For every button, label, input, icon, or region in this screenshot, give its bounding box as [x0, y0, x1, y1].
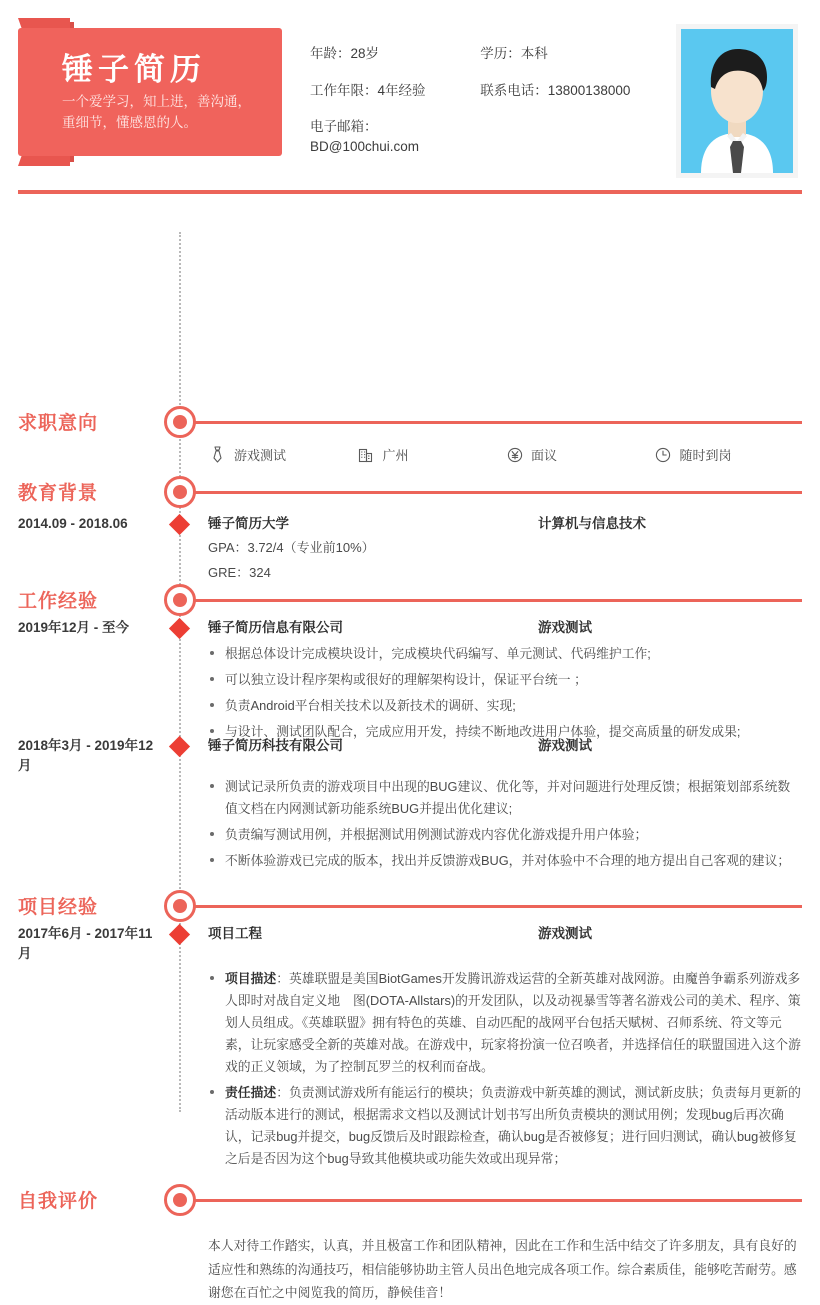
- bullet-label: 责任描述: [225, 1085, 277, 1100]
- intent-salary-label: 面议: [531, 448, 558, 463]
- section-title-work-experience: 工作经验: [18, 591, 99, 612]
- list-item: 测试记录所负责的游戏项目中出现的BUG建议、优化等，并对问题进行处理反馈；根据策划部系统数值文档在内网测试新功能系统BUG并提出优化建议;: [208, 776, 802, 820]
- work-entry-head: [208, 616, 802, 636]
- work-date-1: 2019年12月 - 至今: [18, 620, 130, 635]
- timeline-node: [164, 890, 196, 922]
- person-illustration-icon: [681, 29, 793, 173]
- email-label: 电子邮箱：BD@100chui.com: [310, 119, 420, 154]
- work-bullets: [208, 643, 802, 743]
- list-item: 不断体验游戏已完成的版本，找出并反馈游戏BUG，并对体验中不合理的地方提出自己客观的建议；: [208, 850, 802, 872]
- list-item: 与设计、测试团队配合，完成应用开发，持续不断地改进用户体验，提交高质量的研发成果;: [208, 721, 802, 743]
- project-entry: [208, 922, 802, 1174]
- work-entry-1: [208, 616, 802, 747]
- section-rule: [180, 599, 802, 602]
- clock-icon: [654, 445, 673, 464]
- major-name: 计算机与信息技术: [538, 516, 646, 531]
- list-item: 负责编写测试用例，并根据测试用例测试游戏内容优化游戏提升用户体验；: [208, 824, 802, 846]
- timeline-node: [164, 476, 196, 508]
- info-row-1: [310, 44, 660, 64]
- timeline-diamond: [169, 924, 190, 945]
- section-rule: [180, 905, 802, 908]
- education-level-label: 学历：本科: [480, 46, 548, 61]
- project-entry-head: [208, 922, 802, 942]
- timeline-diamond: [169, 736, 190, 757]
- section-title-self-evaluation: 自我评价: [18, 1191, 99, 1212]
- avatar-photo: [681, 29, 793, 173]
- age-label: 年龄：28岁: [310, 46, 380, 61]
- project-role: 游戏测试: [538, 926, 592, 941]
- phone-label: 联系电话：13800138000: [480, 82, 631, 98]
- header-divider: [18, 190, 802, 194]
- work-date-2: 2018年3月 - 2019年12月: [18, 738, 154, 774]
- list-item: [208, 968, 802, 1078]
- list-item: 负责Android平台相关技术以及新技术的调研、实现;: [208, 695, 802, 717]
- bullet-text: ：负责测试游戏所有能运行的模块；负责游戏中新英雄的测试，测试新皮肤；负责每月更新的活动版本进行的测试，根据需求文档以及测试计划书写出所负责模块的测试用例；发现bug后再次确认，记录bug并提交，bug反馈后及时跟踪检查，确认bug是否被修复；进行回归测试，确认bug被修复之后是否因为这个bug导致其他模块或功能失效或出现异常；: [225, 1085, 801, 1166]
- intent-availability-label: 随时到岗: [679, 448, 732, 463]
- work-entry-2: [208, 734, 802, 876]
- candidate-motto: 一个爱学习，知上进，善沟通，重细节，懂感恩的人。: [62, 94, 251, 130]
- section-rule: [180, 1199, 802, 1202]
- bullet-text: ：英雄联盟是美国BiotGames开发腾讯游戏运营的全新英雄对战网游。由魔兽争霸系列游戏多人即时对战自定义地 图(DOTA-Allstars)的开发团队，以及动视暴雪等著名游戏公司的美术、程序、策划人员组成。《英雄联盟》拥有特色的英雄、自动匹配的战网平台包括天赋树、召师系统、符文等元素，让玩家感受全新的英雄对战。在游戏中，玩家将扮演一位召唤者，并选择信任的联盟国进入这个游戏的正义领域，为了控制瓦罗兰的权利而奋战。: [225, 971, 801, 1074]
- list-item: 根据总体设计完成模块设计，完成模块代码编写、单元测试、代码维护工作;: [208, 643, 802, 665]
- self-evaluation-paragraph: 本人对待工作踏实，认真，并且极富工作和团队精神，因此在工作和生活中结交了许多朋友，具有良好的适应性和熟练的沟通技巧，相信能够协助主管人员出色地完成各项工作。综合素质佳，能够吃苦耐劳。感谢您在百忙之中阅览我的简历，静候佳音！: [208, 1238, 797, 1301]
- timeline-node: [164, 406, 196, 438]
- yen-icon: [505, 445, 524, 464]
- work-bullets: [208, 776, 802, 872]
- timeline-spine: [179, 232, 181, 1112]
- work-years-label: 工作年限：4年经验: [310, 82, 426, 98]
- company-name: 锤子简历科技有限公司: [208, 738, 343, 753]
- timeline-node: [164, 584, 196, 616]
- education-gre: GRE：324: [208, 564, 271, 580]
- list-item: [208, 1082, 802, 1170]
- building-icon: [357, 445, 376, 464]
- contact-info-grid: [310, 44, 660, 173]
- job-title: 游戏测试: [538, 620, 592, 635]
- self-evaluation-body: [208, 1234, 802, 1305]
- intent-salary: [505, 445, 654, 464]
- timeline-diamond: [169, 514, 190, 535]
- timeline-node: [164, 1184, 196, 1216]
- education-date: 2014.09 - 2018.06: [18, 516, 128, 531]
- intent-city: [357, 445, 506, 464]
- education-entry: [208, 512, 802, 585]
- list-item: 可以独立设计程序架构或很好的理解架构设计，保证平台统一 ；: [208, 669, 802, 691]
- project-date: 2017年6月 - 2017年11月: [18, 926, 153, 962]
- education-entry-head: [208, 512, 802, 532]
- project-name: 项目工程: [208, 926, 262, 941]
- work-entry-head: [208, 734, 802, 754]
- intent-position-label: 游戏测试: [234, 448, 287, 463]
- info-row-3: [310, 117, 660, 156]
- section-title-project-experience: 项目经验: [18, 897, 99, 918]
- avatar: [676, 24, 798, 178]
- education-gpa: GPA：3.72/4（专业前10%）: [208, 540, 375, 555]
- school-name: 锤子简历大学: [208, 516, 289, 531]
- section-rule: [180, 491, 802, 494]
- section-title-job-intention: 求职意向: [18, 413, 99, 434]
- job-title: 游戏测试: [538, 738, 592, 753]
- timeline-diamond: [169, 618, 190, 639]
- section-rule: [180, 421, 802, 424]
- info-row-2: [310, 81, 660, 101]
- resume-header: [0, 0, 820, 190]
- job-intention-row: [208, 445, 802, 464]
- tie-icon: [208, 445, 227, 464]
- candidate-name: 锤子简历: [62, 52, 206, 87]
- intent-availability: [654, 445, 803, 464]
- section-title-education: 教育背景: [18, 483, 99, 504]
- bullet-label: 项目描述: [225, 971, 277, 986]
- intent-city-label: 广州: [382, 448, 409, 463]
- company-name: 锤子简历信息有限公司: [208, 620, 343, 635]
- intent-position: [208, 445, 357, 464]
- project-bullets: [208, 968, 802, 1170]
